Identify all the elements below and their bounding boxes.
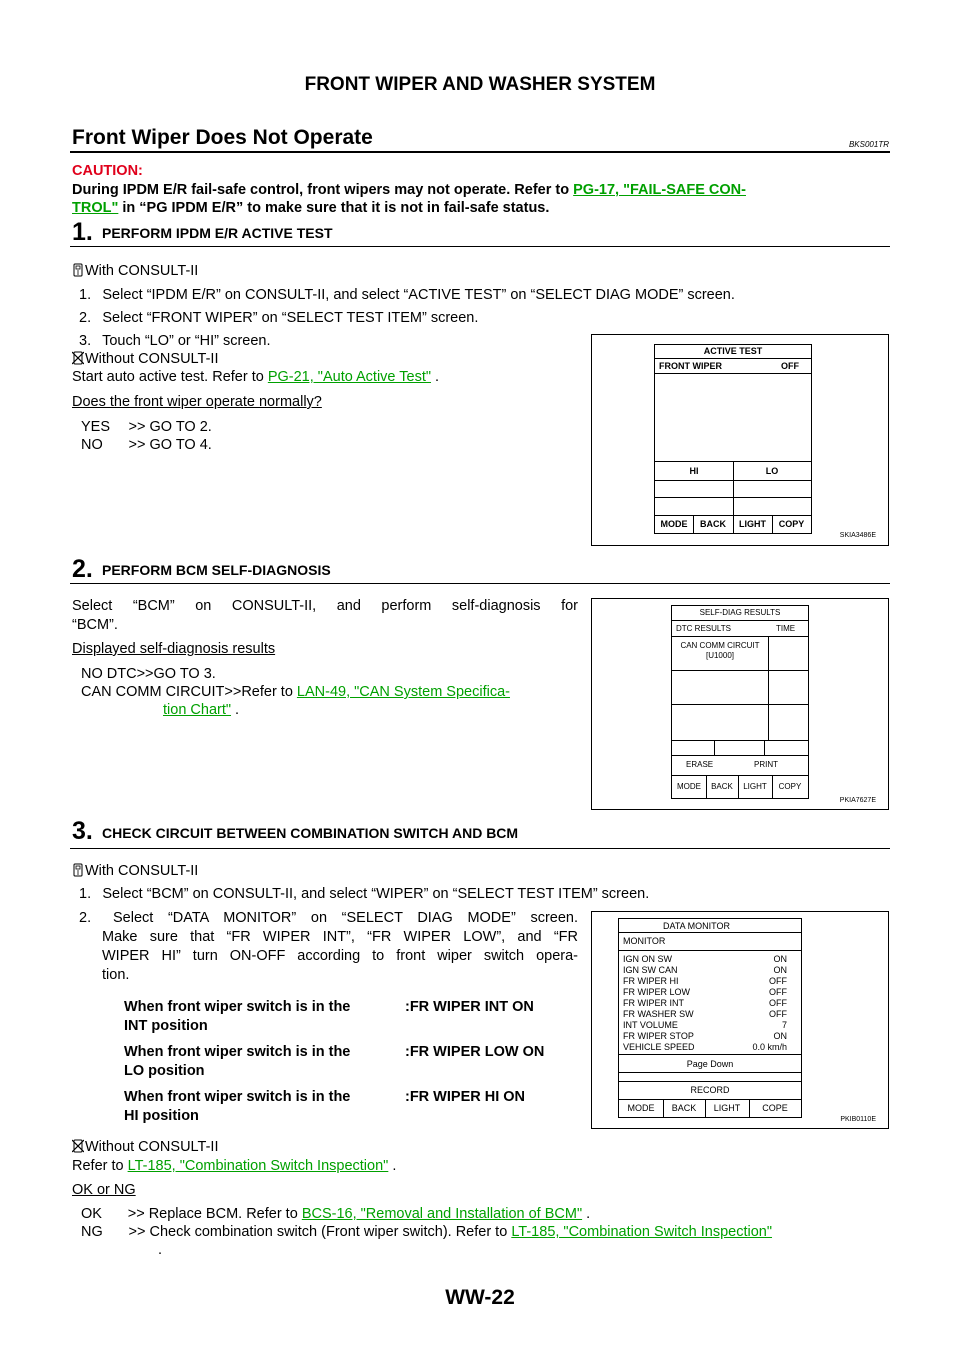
cope-button: COPE [762,1103,788,1113]
monitor-item-name: IGN SW CAN [623,965,678,975]
step1-rule [70,246,890,247]
caution-text: During IPDM E/R fail-safe control, front wipers may not operate. Refer to PG-17, "FAIL-SAFE CON- [72,182,746,198]
step3-without: Without CONSULT-II [72,1138,218,1157]
combination-switch-link[interactable]: LT-185, "Combination Switch Inspection" [127,1158,389,1174]
active-test-title: ACTIVE TEST [703,346,763,356]
lo-button: LO [765,466,779,476]
page-number: WW-22 [445,1286,515,1309]
section-code: BKS001TR [848,140,889,149]
monitor-item-value: 0.0 km/h [752,1042,787,1052]
step2-subhead: Displayed self-diagnosis results [72,641,276,657]
can-system-link-2[interactable]: tion Chart" [163,702,232,718]
step2-title: PERFORM BCM SELF-DIAGNOSIS [102,562,331,578]
monitor-item-name: IGN ON SW [623,954,672,964]
title-rule [70,151,890,153]
back-button: BACK [700,519,726,529]
step3-title: CHECK CIRCUIT BETWEEN COMBINATION SWITCH AND BCM [102,825,519,841]
self-diag-screen [671,605,809,799]
step3-rule [70,848,890,849]
self-diag-figure [591,598,889,810]
step2-text1: Select “BCM” on CONSULT-II, and perform self-diagnosis for [72,598,578,614]
monitor-header: MONITOR [623,936,666,946]
active-test-screen [654,344,812,534]
mode-button: MODE [660,519,688,529]
step1-question: Does the front wiper operate normally? [72,394,322,410]
step2-result-1: NO DTC>>GO TO 3. [81,666,216,682]
monitor-item-value: ON [773,954,787,964]
record-button: RECORD [690,1085,730,1095]
erase-button: ERASE [686,760,714,769]
step1-item1: 1. Select “IPDM E/R” on CONSULT-II, and select “ACTIVE TEST” on “SELECT DIAG MODE” screen. [79,287,735,303]
light-button-2: LIGHT [743,782,767,791]
step1-no: NO >> GO TO 4. [81,437,212,453]
back-button-3: BACK [671,1103,697,1113]
step3-number: 3. [72,817,93,845]
step1-title: PERFORM IPDM E/R ACTIVE TEST [102,225,333,241]
step1-item2: 2. Select “FRONT WIPER” on “SELECT TEST ITEM” screen. [79,310,479,326]
copy-button-2: COPY [778,782,802,791]
figure-id-2: PKIA7627E [839,797,876,804]
step2-text2: “BCM”. [72,617,118,633]
step3-item2c: WIPER HI” turn ON-OFF according to front wiper switch opera- [102,948,578,964]
step3-item2d: tion. [102,967,130,983]
dtc-results-header: DTC RESULTS [676,624,731,633]
dtc-code: [U1000] [705,651,735,660]
step1-number: 1. [72,218,93,246]
time-header: TIME [776,624,796,633]
condition-lo-l1: When front wiper switch is in the [124,1044,351,1060]
step3-item2a: 2. Select “DATA MONITOR” on “SELECT DIAG MODE” screen. [79,910,578,926]
monitor-item-value: OFF [769,987,787,997]
caution-link-2[interactable]: TROL" [72,200,119,216]
condition-lo-l2: LO position [124,1063,205,1079]
data-monitor-figure [591,911,889,1129]
condition-hi-result: :FR WIPER HI ON [405,1089,526,1105]
can-system-link[interactable]: LAN-49, "CAN System Specifica- [296,684,510,700]
monitor-item-name: FR WIPER STOP [623,1031,694,1041]
step3-okng: OK or NG [72,1182,136,1198]
step2-result-2: CAN COMM CIRCUIT>>Refer to LAN-49, "CAN System Specifica- [81,684,510,700]
step1-item3: 3. Touch “LO” or “HI” screen. [79,333,271,349]
page-down-button: Page Down [686,1059,734,1069]
front-wiper-label: FRONT WIPER [659,361,722,371]
auto-active-test-link[interactable]: PG-21, "Auto Active Test" [267,369,432,385]
monitor-item-value: OFF [769,1009,787,1019]
data-monitor-title: DATA MONITOR [663,921,731,931]
light-button-3: LIGHT [713,1103,741,1113]
light-button: LIGHT [739,519,766,529]
page-header: FRONT WIPER AND WASHER SYSTEM [304,74,656,95]
hi-button: HI [689,466,699,476]
monitor-item-name: FR WIPER INT [623,998,684,1008]
step3-ng-end: . [158,1242,163,1258]
monitor-item-name: FR WIPER LOW [623,987,690,997]
step3-ng: NG >> Check combination switch (Front wiper switch). Refer to LT-185, "Combination Switch Inspection" [81,1224,773,1240]
monitor-item-name: VEHICLE SPEED [623,1042,695,1052]
figure-id-3: PKIB0110E [840,1116,876,1123]
active-test-figure [591,334,889,546]
step3-item2b: Make sure that “FR WIPER INT”, “FR WIPER LOW”, and “FR [102,929,578,945]
caution-text-2: TROL" in “PG IPDM E/R” to make sure that it is not in fail-safe status. [72,200,550,216]
consult-tool-icon [72,863,84,877]
monitor-item-value: OFF [769,998,787,1008]
step2-rule [70,583,890,584]
condition-int-result: :FR WIPER INT ON [405,999,534,1015]
monitor-item-value: OFF [769,976,787,986]
monitor-item-name: FR WIPER HI [623,976,679,986]
condition-int-l2: INT position [124,1018,208,1034]
monitor-item-name: INT VOLUME [623,1020,678,1030]
monitor-item-value: ON [773,965,787,975]
step3-with: With CONSULT-II [72,862,198,881]
monitor-item-value: 7 [781,1020,787,1030]
condition-hi-l1: When front wiper switch is in the [124,1089,351,1105]
back-button-2: BACK [711,782,733,791]
monitor-item-value: ON [773,1031,787,1041]
step3-refer: Refer to LT-185, "Combination Switch Inspection" . [72,1158,397,1174]
print-button: PRINT [754,760,778,769]
step1-with: With CONSULT-II [72,262,198,281]
consult-tool-icon [72,263,84,277]
figure-id: SKIA3486E [839,532,876,539]
step3-ok: OK >> Replace BCM. Refer to BCS-16, "Removal and Installation of BCM" . [81,1206,591,1222]
bcm-removal-link[interactable]: BCS-16, "Removal and Installation of BCM" [301,1206,583,1222]
no-tool-icon [72,351,84,365]
combination-switch-link-2[interactable]: LT-185, "Combination Switch Inspection" [511,1224,773,1240]
self-diag-title: SELF-DIAG RESULTS [699,608,781,617]
copy-button: COPY [778,519,805,529]
step1-yes: YES >> GO TO 2. [81,419,212,435]
step1-without: Without CONSULT-II [72,350,218,369]
dtc-item: CAN COMM CIRCUIT [680,641,760,650]
no-tool-icon [72,1139,84,1153]
caution-link[interactable]: PG-17, "FAIL-SAFE CON- [573,182,746,198]
data-monitor-screen [618,918,802,1118]
condition-int-l1: When front wiper switch is in the [124,999,351,1015]
condition-hi-l2: HI position [124,1108,199,1124]
front-wiper-state: OFF [781,361,799,371]
mode-button-3: MODE [627,1103,655,1113]
step1-auto: Start auto active test. Refer to PG-21, "Auto Active Test" . [72,369,440,385]
step3-item1: 1. Select “BCM” on CONSULT-II, and select “WIPER” on “SELECT TEST ITEM” screen. [79,886,650,902]
monitor-item-name: FR WASHER SW [623,1009,694,1019]
caution-label: CAUTION: [72,163,143,179]
step2-number: 2. [72,555,93,583]
section-title: Front Wiper Does Not Operate [72,126,373,149]
step2-result-2b: tion Chart" . [163,702,240,718]
mode-button-2: MODE [677,782,701,791]
condition-lo-result: :FR WIPER LOW ON [405,1044,545,1060]
